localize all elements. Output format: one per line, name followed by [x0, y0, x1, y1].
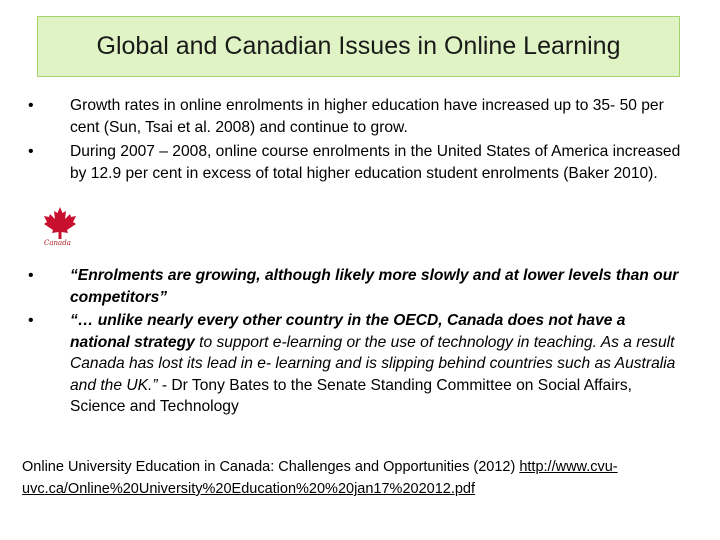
quote-attribution: - Dr Tony Bates to the Senate Standing Committee on Social Affairs, Science and Technology [70, 376, 632, 415]
bullet-growth-rates: • Growth rates in online enrolments in higher education have increased up to 35- 50 per cent (Sun, Tsai et al. 2008) and continue to grow. [28, 95, 683, 138]
slide-title: Global and Canadian Issues in Online Learning [37, 16, 680, 77]
bullet-list-top [28, 95, 683, 184]
bullet-quote-enrolments [28, 265, 683, 308]
quote-oecd-strategy: “… unlike nearly every other country in the OECD, Canada does not have a national strategy [70, 312, 626, 351]
logo-wordmark: Canada [44, 239, 71, 247]
bullet-us-enrolments: • During 2007 – 2008, online course enrolments in the United States of America increased by 12.9 per cent in excess of total higher education student enrolments (Baker 2010). [28, 141, 683, 184]
citation [22, 456, 712, 500]
bullet-list-bottom [28, 265, 683, 418]
quote-enrolments: “Enrolments are growing, although likely more slowly and at lower levels than our competitors” [70, 267, 679, 306]
citation-link[interactable]: http://www.cvu-uvc.ca/Online%20University%20Education%20%20jan17%202012.pdf [22, 459, 618, 497]
canada-logo [36, 206, 84, 248]
maple-leaf-icon [36, 206, 84, 240]
quote-oecd-rest: to support e-learning or the use of technology in teaching. As a result Canada has lost its lead in e- learning and is slipping behind countries such as Australia and the UK.” [70, 333, 676, 394]
bullet-quote-oecd [28, 310, 683, 418]
citation-text: Online University Education in Canada: Challenges and Opportunities (2012) [22, 459, 520, 475]
